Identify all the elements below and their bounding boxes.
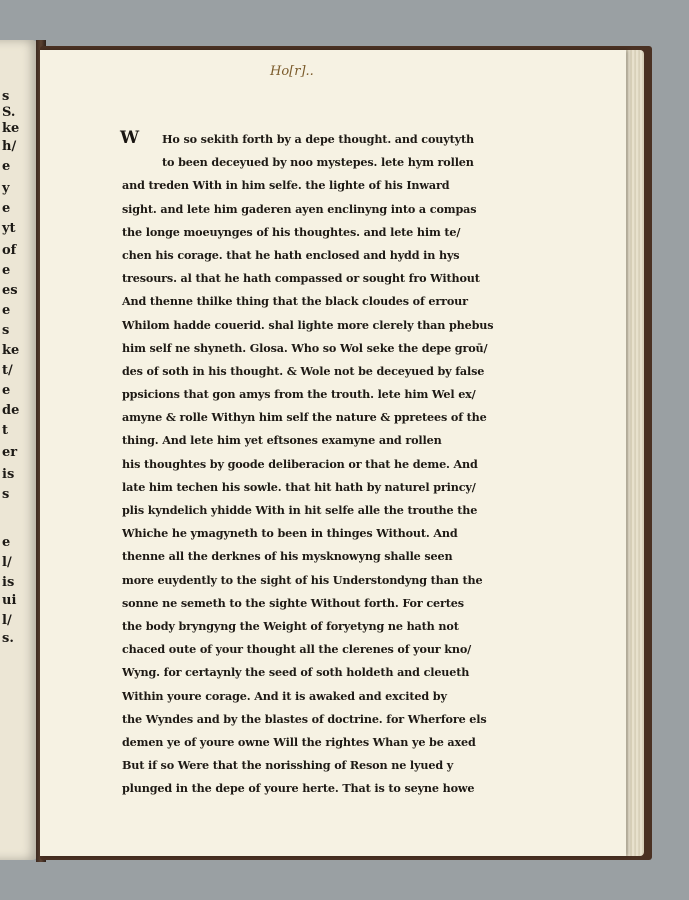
left-page-fragment: ui bbox=[2, 593, 17, 608]
left-page-fragment: e bbox=[2, 383, 11, 398]
text-line: Whilom hadde couerid. shal lighte more clerely than phebus bbox=[122, 317, 494, 332]
left-page-fragment: h/ bbox=[2, 139, 17, 154]
text-line: sonne ne semeth to the sighte Without forth. For certes bbox=[122, 595, 464, 610]
text-line: thing. And lete him yet eftsones examyne and rollen bbox=[122, 433, 442, 448]
left-page-fragment: e bbox=[2, 263, 11, 278]
left-page-fragment: S. bbox=[2, 105, 16, 120]
left-page-fragment: s bbox=[2, 89, 10, 104]
text-line: the Wyndes and by the blastes of doctrine. for Wherfore els bbox=[122, 711, 487, 726]
right-page bbox=[40, 50, 626, 856]
left-page-fragment: s. bbox=[2, 631, 14, 646]
text-line: chen his corage. that he hath enclosed and hydd in hys bbox=[122, 247, 460, 262]
left-page-fragment: l/ bbox=[2, 613, 12, 628]
left-page-fragment: ke bbox=[2, 121, 20, 136]
text-line: Ho so sekith forth by a depe thought. and couytyth bbox=[162, 132, 474, 146]
text-line: Wyng. for certaynly the seed of soth holdeth and cleueth bbox=[122, 665, 470, 680]
left-page-fragment: er bbox=[2, 445, 18, 460]
text-line: and treden With in him selfe. the lighte of his Inward bbox=[122, 178, 450, 193]
left-page-fragment: s bbox=[2, 323, 10, 338]
left-page-fragment: e bbox=[2, 201, 11, 216]
left-page-fragment: e bbox=[2, 303, 11, 318]
left-page-fragment: is bbox=[2, 575, 15, 590]
left-page-edge bbox=[0, 40, 38, 860]
text-line: amyne & rolle Withyn him self the nature & ppretees of the bbox=[122, 410, 487, 425]
text-line: tresours. al that he hath compassed or sought fro Without bbox=[122, 271, 480, 286]
text-line: late him techen his sowle. that hit hath by naturel princy/ bbox=[122, 479, 476, 494]
text-line: chaced oute of your thought all the clerenes of your kno/ bbox=[122, 642, 472, 657]
text-line: plunged in the depe of youre herte. That is to seyne howe bbox=[122, 781, 475, 796]
initial-letter: W bbox=[120, 128, 140, 148]
left-page-fragment: e bbox=[2, 535, 11, 550]
text-line: thenne all the derknes of his mysknowyng shalle seen bbox=[122, 549, 453, 564]
left-page-fragment: l/ bbox=[2, 555, 12, 570]
left-page-fragment: is bbox=[2, 467, 15, 482]
text-line: the longe moeuynges of his thoughtes. and lete him te/ bbox=[122, 224, 461, 239]
left-page-fragment: ke bbox=[2, 343, 20, 358]
text-line: ppsicions that gon amys from the trouth. lete him Wel ex/ bbox=[122, 387, 476, 402]
left-page-fragment: e bbox=[2, 159, 11, 174]
text-line: Within youre corage. And it is awaked and excited by bbox=[122, 688, 447, 703]
left-page-fragment: de bbox=[2, 403, 20, 418]
body-text-block bbox=[122, 128, 520, 800]
text-line: the body bryngyng the Weight of foryetyng ne hath not bbox=[122, 618, 459, 633]
text-line: plis kyndelich yhidde With in hit selfe alle the trouthe the bbox=[122, 503, 478, 517]
text-line: And thenne thilke thing that the black cloudes of errour bbox=[122, 294, 468, 309]
text-line: him self ne shyneth. Glosa. Who so Wol seke the depe groū/ bbox=[122, 340, 488, 355]
text-line: But if so Were that the norisshing of Reson ne lyued y bbox=[122, 758, 454, 773]
handwritten-signature: Ho[r].. bbox=[270, 64, 314, 79]
left-page-fragment: t/ bbox=[2, 363, 13, 378]
text-line: sight. and lete him gaderen ayen enclinyng into a compas bbox=[122, 201, 477, 216]
text-line: Whiche he ymagyneth to been in thinges Without. And bbox=[122, 526, 458, 541]
text-line: his thoughtes by goode deliberacion or that he deme. And bbox=[122, 456, 478, 471]
text-line: des of soth in his thought. & Wole not be deceyued by false bbox=[122, 363, 485, 378]
left-page-fragment: yt bbox=[2, 221, 16, 236]
text-line: to been deceyued by noo mystepes. lete hym rollen bbox=[162, 155, 474, 170]
left-page-fragment: s bbox=[2, 487, 10, 502]
text-line: demen ye of youre owne Will the rightes Whan ye be axed bbox=[122, 734, 476, 749]
left-page-fragment: es bbox=[2, 283, 18, 298]
left-page-fragment: t bbox=[2, 423, 9, 438]
left-page-fragment: y bbox=[2, 181, 10, 196]
left-page-fragment: of bbox=[2, 243, 17, 258]
text-line: more euydently to the sight of his Understondyng than the bbox=[122, 572, 483, 587]
